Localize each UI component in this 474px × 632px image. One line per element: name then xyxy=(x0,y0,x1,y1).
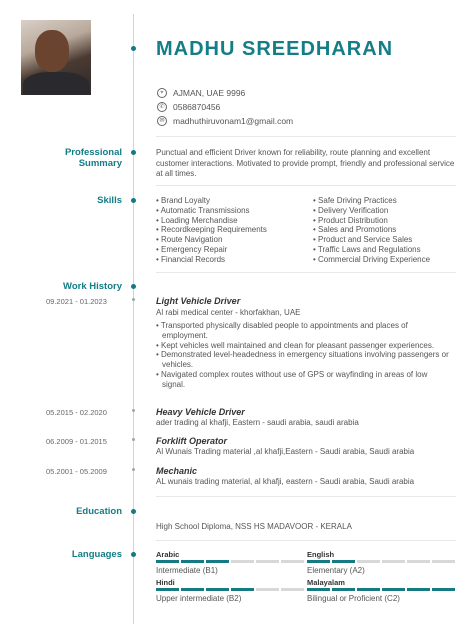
job-title: Forklift Operator xyxy=(156,436,228,446)
job-bullets xyxy=(156,321,452,390)
level-segment xyxy=(357,560,380,563)
level-segment xyxy=(231,560,254,563)
contact-phone: ✆ 0586870456 xyxy=(157,102,220,112)
language-name: Arabic xyxy=(156,550,180,559)
skill-item: • Traffic Laws and Regulations xyxy=(313,245,430,255)
level-segment xyxy=(206,588,229,591)
divider xyxy=(156,185,456,186)
skill-item: • Recordkeeping Requirements xyxy=(156,225,267,235)
level-segment xyxy=(432,588,455,591)
timeline-dot xyxy=(131,198,136,203)
job-title: Mechanic xyxy=(156,466,198,476)
section-title-education: Education xyxy=(76,506,122,517)
language-level: Intermediate (B1) xyxy=(156,566,218,575)
level-segment xyxy=(407,560,430,563)
language-level: Upper intermediate (B2) xyxy=(156,594,242,603)
section-title-summary: Professional Summary xyxy=(64,147,122,169)
job-company: AL wunais trading material, al khafji, eastern - Saudi arabia, Saudi arabia xyxy=(156,477,415,486)
skill-item: • Route Navigation xyxy=(156,235,267,245)
contact-location: ⌖ AJMAN, UAE 9996 xyxy=(157,88,245,98)
level-segment xyxy=(332,588,355,591)
divider xyxy=(156,496,456,497)
skill-item: • Emergency Repair xyxy=(156,245,267,255)
skills-list-right xyxy=(313,196,430,265)
level-segment xyxy=(256,588,279,591)
language-name: English xyxy=(307,550,335,559)
level-segment xyxy=(382,560,405,563)
level-segment xyxy=(156,560,179,563)
language-level-bar xyxy=(156,588,304,591)
level-segment xyxy=(357,588,380,591)
job-company: ader trading al khafji, Eastern - saudi arabia, saudi arabia xyxy=(156,418,359,427)
skill-item: • Commercial Driving Experience xyxy=(313,255,430,265)
timeline-dot xyxy=(131,46,136,51)
level-segment xyxy=(256,560,279,563)
email-icon: ✉ xyxy=(157,116,167,126)
timeline-dot xyxy=(131,284,136,289)
level-segment xyxy=(281,588,304,591)
skill-item: • Delivery Verification xyxy=(313,206,430,216)
level-segment xyxy=(432,560,455,563)
timeline-dot xyxy=(132,298,135,301)
level-segment xyxy=(281,560,304,563)
divider xyxy=(156,136,456,137)
skill-item: • Loading Merchandise xyxy=(156,216,267,226)
section-title-work: Work History xyxy=(63,281,122,292)
skill-item: • Safe Driving Practices xyxy=(313,196,430,206)
language-level-bar xyxy=(156,560,304,563)
level-segment xyxy=(156,588,179,591)
level-segment xyxy=(307,560,330,563)
job-dates: 09.2021 - 01.2023 xyxy=(46,297,107,306)
job-dates: 06.2009 - 01.2015 xyxy=(46,437,107,446)
job-bullet: • Transported physically disabled people to appointments and places of employment. xyxy=(156,321,408,340)
language-level-bar xyxy=(307,560,455,563)
language-level: Elementary (A2) xyxy=(307,566,365,575)
level-segment xyxy=(181,560,204,563)
job-dates: 05.2001 - 05.2009 xyxy=(46,467,107,476)
language-name: Malayalam xyxy=(307,578,345,587)
profile-photo xyxy=(21,20,91,95)
education-entry: High School Diploma, NSS HS MADAVOOR - KERALA xyxy=(156,522,352,531)
language-name: Hindi xyxy=(156,578,175,587)
phone-icon: ✆ xyxy=(157,102,167,112)
timeline-dot xyxy=(131,150,136,155)
job-company: Al Wunais Trading material ,al khafji,Eastern - Saudi arabia, Saudi arabia xyxy=(156,447,415,456)
contact-email[interactable]: ✉ madhuthiruvonam1@gmail.com xyxy=(157,116,293,126)
timeline-dot xyxy=(132,468,135,471)
job-title: Light Vehicle Driver xyxy=(156,296,241,306)
timeline-dot xyxy=(132,438,135,441)
level-segment xyxy=(181,588,204,591)
job-bullet: • Demonstrated level-headedness in emergency situations involving passengers or vehicles. xyxy=(156,350,449,370)
candidate-name: MADHU SREEDHARAN xyxy=(156,38,394,60)
job-dates: 05.2015 - 02.2020 xyxy=(46,408,107,417)
timeline-line xyxy=(133,14,134,624)
level-segment xyxy=(231,588,254,591)
skills-list-left xyxy=(156,196,267,265)
skill-item: • Brand Loyalty xyxy=(156,196,267,206)
divider xyxy=(156,272,456,273)
timeline-dot xyxy=(131,509,136,514)
level-segment xyxy=(332,560,355,563)
section-title-languages: Languages xyxy=(71,549,122,560)
timeline-dot xyxy=(131,552,136,557)
skill-item: • Product and Service Sales xyxy=(313,235,430,245)
summary-text: Punctual and efficient Driver known for reliability, route planning and excellent customer interactions. Motivated to provide prompt, friendly and professional service at all times. xyxy=(156,148,455,178)
section-title-skills: Skills xyxy=(97,195,122,206)
job-title: Heavy Vehicle Driver xyxy=(156,407,245,417)
skill-item: • Automatic Transmissions xyxy=(156,206,267,216)
level-segment xyxy=(307,588,330,591)
language-level-bar xyxy=(307,588,455,591)
language-level: Bilingual or Proficient (C2) xyxy=(307,594,400,603)
job-company: Al rabi medical center - khorfakhan, UAE xyxy=(156,308,301,317)
divider xyxy=(156,540,456,541)
level-segment xyxy=(382,588,405,591)
skill-item: • Product Distribution xyxy=(313,216,430,226)
level-segment xyxy=(206,560,229,563)
level-segment xyxy=(407,588,430,591)
location-icon: ⌖ xyxy=(157,88,167,98)
skill-item: • Financial Records xyxy=(156,255,267,265)
job-bullet: • Navigated complex routes without use of GPS or wayfinding in areas of low signal. xyxy=(156,369,428,389)
skill-item: • Sales and Promotions xyxy=(313,225,430,235)
job-bullet: • Kept vehicles well maintained and clean for pleasant passenger experiences. xyxy=(156,340,435,350)
timeline-dot xyxy=(132,409,135,412)
